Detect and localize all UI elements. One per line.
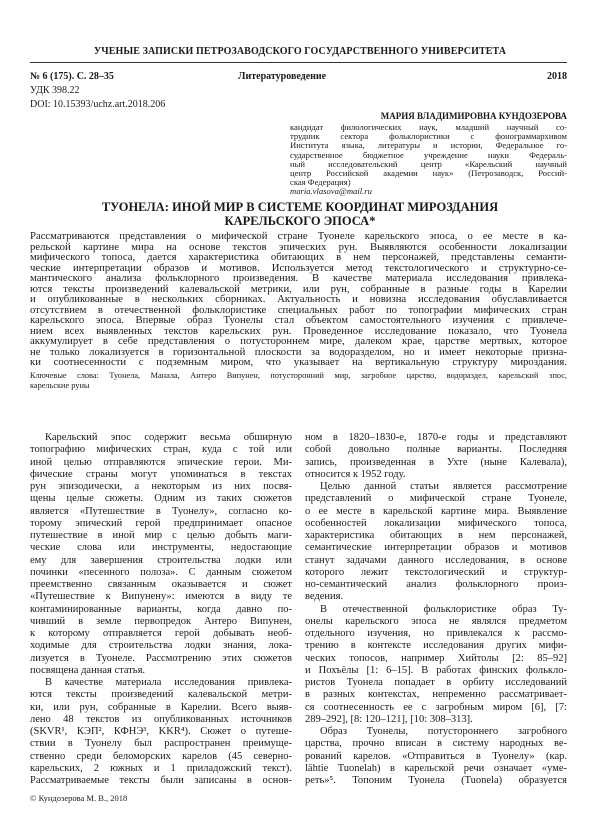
text-line: и опубликованные в нескольких сборниках. Актуальность и новизна исследования обуславливается [30, 293, 567, 305]
text-line: собой довольно полные варианты. Последняя [305, 444, 567, 456]
journal-title: УЧЕНЫЕ ЗАПИСКИ ПЕТРОЗАВОДСКОГО ГОСУДАРСТВЕННОГО УНИВЕРСИТЕТА [93, 46, 507, 57]
publication-year: 2018 [547, 71, 567, 82]
text-line: представлений о мифической стране Туонеле, [305, 493, 567, 505]
text-line: контаминированные варианты, когда давно по- [30, 603, 292, 615]
text-line: отсутствием в отечественной фольклористике специальных работ по топографии мифических стран [30, 303, 567, 316]
text-line: щены целые сюжеты. Одним из таких сюжетов [30, 493, 292, 505]
text-line: мифического топоса, дается характеристика обитающих в нем персонажей, представлены семанти- [30, 251, 567, 263]
text-line: запись, произведенная в Ухте (ныне Калевала), [305, 456, 567, 468]
text-line: ном в 1820–1830-е, 1870-е годы и представляют [305, 432, 567, 443]
text-line: царства, прочно вписан в систему народных ве- [305, 738, 567, 750]
text-line: рельской картине мира на основе текстов эпических рун. Выявляются особенности локализации [30, 240, 567, 253]
body-column-right [305, 432, 567, 787]
body-column-left [30, 432, 292, 787]
text-line: семантические интерпретации образов и мотивов [305, 542, 567, 554]
text-line: «Путешествие к Випунену»: имеются в виду те [30, 591, 292, 603]
text-line: ческие интерпретации образов и мотивов. Используется метод текстологического и структурно-се- [30, 261, 567, 274]
text-line: lähtie Tuonelah) в карельской речи означает «уме- [305, 762, 567, 774]
text-line: трудник сектора фольклористики с фонограммархивом [290, 131, 567, 142]
text-line: онелы карельского эпоса не являлся предметом [305, 615, 567, 627]
text-line: центр Российской академии наук» (Петрозаводск, Россий- [290, 168, 567, 179]
copyright-notice: © Кундозерова М. В., 2018 [30, 793, 128, 803]
text-line: рун эпизодически, а некоторым из них посвя- [30, 481, 292, 492]
text-line: ческих топосов, например Хийтолы [2: 85–92] [305, 652, 567, 664]
text-line: ются тексты произведений калевальской метрики, или рун, собранные в разные годы в Карелии [30, 282, 567, 295]
text-line: характеристика обитающих в нем персонажей, [305, 530, 567, 541]
text-line: ственно среди беломорских карелов (45 северно- [30, 750, 292, 762]
text-line: Рассматриваемые тексты были записаны в основ- [30, 775, 292, 786]
text-line: торому эпический герой предпринимает опасное [30, 517, 292, 529]
text-line: фические страны могут упоминаться в текстах [30, 468, 292, 480]
text-line: починки «песенного полоза». С данным сюжетом [30, 566, 292, 578]
text-line: Ключевые слова: Туонела, Манала, Антеро Випунен, потусторонний мир, загробное царство, водораздел, карельский эпос, [30, 371, 567, 380]
text-line: ный исследовательский центр «Карельский научный [290, 158, 567, 169]
keywords [30, 371, 567, 390]
text-line: ются тексты произведений калевальской метри- [30, 689, 292, 701]
udk-code: УДК 398.22 [30, 85, 80, 96]
text-line: аккумулирует в себе представления о потустороннем мире, далеком крае, царстве мертвых, которое [30, 335, 567, 347]
text-line: и Похъёлы [1: 6–15]. В работах финских фолькло- [305, 664, 567, 676]
text-line: к которому отправляется герой добывать необ- [30, 628, 292, 639]
text-line: не только локализуется в горизонтальной плоскости за водоразделом, но и имеет некоторые призна- [30, 345, 567, 358]
text-line: нием всех выявленных текстов карельских рун. Проведенное исследование показало, что Туонела [30, 324, 567, 337]
text-line: (SKVR¹, КЭП², КФНЭ³, KKR⁴). Сюжет о путеше- [30, 726, 292, 737]
text-line: относится к 1952 году. [305, 468, 406, 480]
text-line: ходимые для строительства лодки знания, лока- [30, 640, 292, 652]
text-line: лено 48 текстов из опубликованных источников [30, 713, 292, 725]
issue-info: № 6 (175). С. 28–35 [30, 71, 114, 82]
text-line: ки соотнесенности с подземным миром, что указывает на вертикальную структуру мироздания. [30, 356, 567, 368]
text-line: реть»⁵. Топоним Туонела (Tuonela) образуется [305, 775, 567, 786]
text-line: Образ Туонелы, потустороннего загробного [320, 726, 567, 737]
text-line: но-семантический анализ фольклорного произ- [305, 579, 567, 590]
text-line: Карельский эпос содержит весьма обширную [45, 432, 292, 443]
text-line: о ее месте в карельской картине мира. Выявление [305, 505, 567, 517]
text-line: сударственное бюджетное учреждение науки Федераль- [290, 149, 567, 160]
text-line: карельского эпоса. Впервые образ Туонелы стал объектом самостоятельного изучения с привлече- [30, 314, 567, 326]
text-line: топографию мифических стран, куда с той или [30, 444, 292, 456]
section-name: Литературоведение [238, 71, 327, 82]
text-line: Рассматриваются представления о мифической стране Туонеле карельского эпоса, о ее месте в ка- [30, 230, 567, 242]
text-line: ему для завершения строительства лодки или [30, 554, 292, 566]
text-line: мантического анализа фольклорного произведения. В качестве материала исследования привлека- [30, 272, 567, 284]
article-title-line: КАРЕЛЬСКОГО ЭПОСА* [224, 214, 376, 228]
text-line: иной целью отправляются эпические герои. Ми- [30, 456, 292, 468]
text-line: ствии в Туонелу был распространен преимуще- [30, 738, 292, 750]
text-line: ся соотнесенность ее с загробным миром [6], [7: [305, 701, 567, 713]
text-line: в разных контекстах, непременно рассматривает- [305, 689, 567, 701]
text-line: ческие слова или инструменты, недостающие [30, 542, 292, 554]
text-line: отдельного изучения, но привлекался к рассмо- [305, 628, 567, 639]
author-affiliation [290, 123, 567, 197]
text-line: которого лежит текстологический и структур- [305, 566, 567, 578]
text-line: чивший в земле первопредок Антеро Випунен, [30, 615, 292, 627]
text-line: карельских, 2 южных и 1 приладожский текст). [30, 762, 292, 774]
text-line: ведения. [305, 591, 344, 603]
text-line: лизуется в Туонеле. Рассмотрению этих сюжетов [30, 652, 292, 664]
author-name: МАРИЯ ВЛАДИМИРОВНА КУНДОЗЕРОВА [380, 111, 567, 121]
text-line: рований карелов. «Отправиться в Туонелу» (кар. [305, 750, 567, 762]
header-divider [30, 62, 567, 63]
text-line: станут задачами данного исследования, в основе [305, 554, 567, 566]
text-line: ская Федерация) [290, 177, 351, 188]
text-line: ки, или рун, собранные в Карелии. Всего выяв- [30, 701, 292, 713]
text-line: 289–292], [8: 120–121], [10: 308–313]. [305, 713, 473, 725]
article-title [0, 200, 600, 228]
text-line: ристов Туонела попадает в орбиту исследований [305, 677, 567, 688]
article-title-line: ТУОНЕЛА: ИНОЙ МИР В СИСТЕМЕ КООРДИНАТ МИРОЗДАНИЯ [101, 200, 499, 214]
text-line: В качестве материала исследования привлека- [45, 677, 292, 688]
text-line: преемственно связанным оказывается и сюжет [30, 579, 292, 590]
text-line: Института языка, литературы и истории, Федеральное го- [290, 140, 567, 151]
text-line: является «Путешествие в Туонелу», согласно ко- [30, 505, 292, 517]
abstract [30, 231, 567, 368]
text-line: В отечественной фольклористике образ Ту- [320, 603, 567, 615]
text-line: посвящена данная статья. [30, 664, 146, 676]
author-email-link[interactable]: maria.vlasova@mail.ru [290, 186, 372, 197]
text-line: карельские руны [30, 380, 90, 390]
text-line: Целью данной статьи является рассмотрение [320, 481, 567, 492]
doi[interactable]: DOI: 10.15393/uchz.art.2018.206 [30, 99, 166, 110]
text-line: путешествие в иной мир с целью добыть маги- [30, 530, 292, 541]
text-line: кандидат филологических наук, младший научный со- [290, 122, 567, 132]
text-line: особенностей локализации мифического топоса, [305, 517, 567, 529]
text-line: трению в контексте исследования других мифи- [305, 640, 567, 652]
